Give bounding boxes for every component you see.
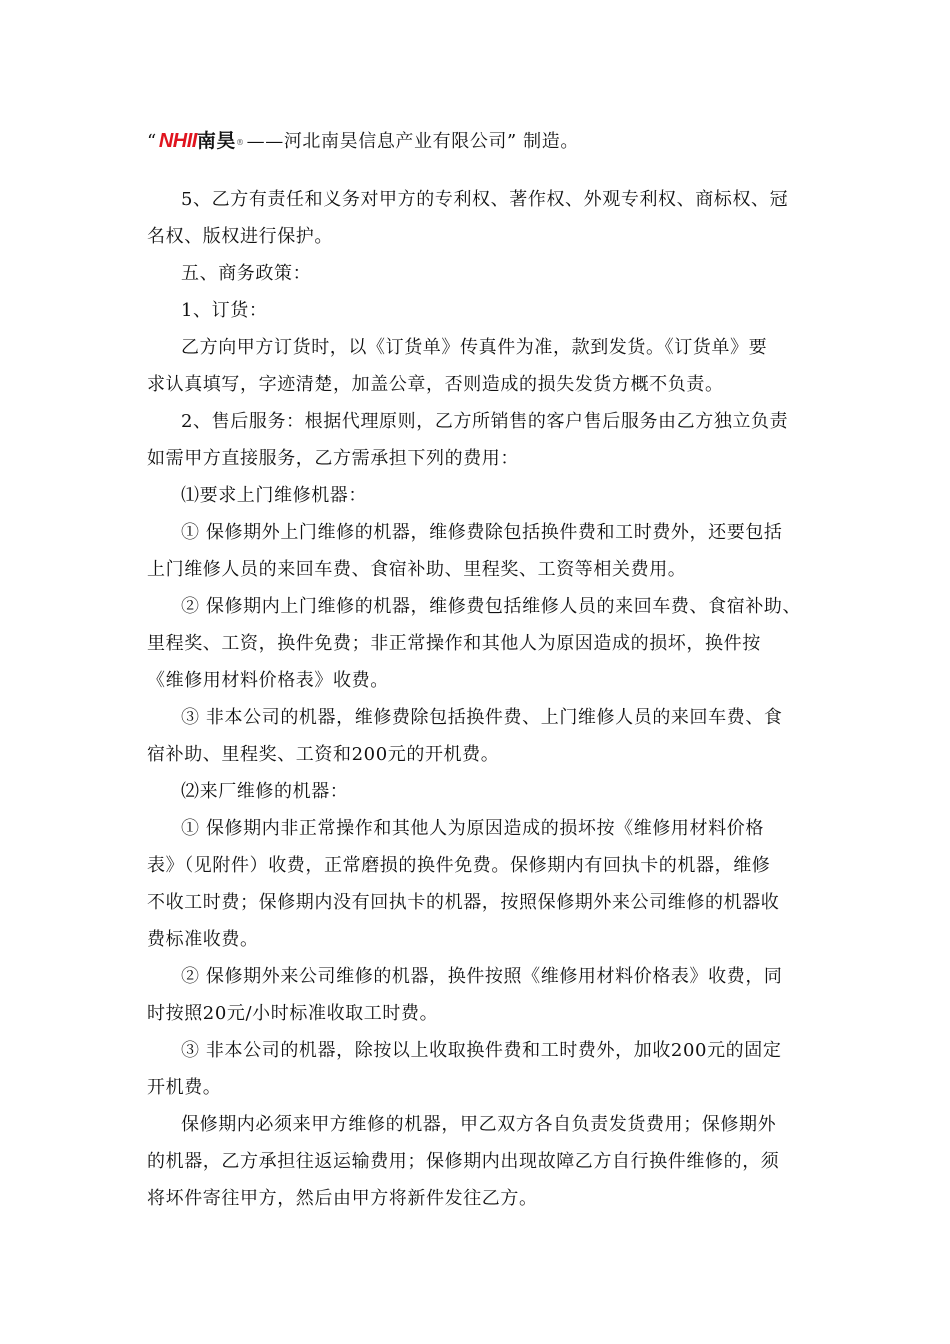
nanhao-logo — [159, 123, 245, 161]
paragraph-line: 名权、版权进行保护。 — [147, 226, 333, 247]
paragraph-line: 《维修用材料价格表》收费。 — [147, 670, 389, 691]
manufacturer-line — [147, 124, 807, 160]
paragraph-line: 表》（见附件）收费，正常磨损的换件免费。保修期内有回执卡的机器，维修 — [147, 855, 771, 876]
manufacturer-text: ——河北南昊信息产业有限公司” 制造。 — [246, 131, 579, 152]
paragraph-line: 保修期内必须来甲方维修的机器，甲乙双方各自负责发货费用；保修期外 — [181, 1114, 777, 1135]
paragraph-line: ② 保修期外来公司维修的机器，换件按照《维修用材料价格表》收费，同 — [181, 966, 783, 987]
paragraph-line: 开机费。 — [147, 1077, 222, 1098]
open-quote: “ — [147, 131, 157, 152]
paragraph-line: 乙方向甲方订货时，以《订货单》传真件为准，款到发货。《订货单》要 — [181, 337, 768, 358]
paragraph-line: 宿补助、里程奖、工资和200元的开机费。 — [147, 744, 500, 765]
paragraph-line: 费标准收费。 — [147, 929, 259, 950]
paragraph-line: ② 保修期内上门维修的机器，维修费包括维修人员的来回车费、食宿补助、 — [181, 596, 802, 617]
paragraph-line: ③ 非本公司的机器，维修费除包括换件费、上门维修人员的来回车费、食 — [181, 707, 783, 728]
paragraph-line: 将坏件寄往甲方，然后由甲方将新件发往乙方。 — [147, 1188, 538, 1209]
paragraph-line: ③ 非本公司的机器，除按以上收取换件费和工时费外，加收200元的固定 — [181, 1040, 782, 1061]
paragraph-line: 时按照20元/小时标准收取工时费。 — [147, 1003, 439, 1024]
paragraph-line: 求认真填写，字迹清楚，加盖公章，否则造成的损失发货方概不负责。 — [147, 374, 724, 395]
paragraph-line: 里程奖、工资，换件免费；非正常操作和其他人为原因造成的损坏，换件按 — [147, 633, 761, 654]
section-heading: 五、商务政策： — [181, 263, 312, 284]
logo-latin: NHII — [158, 130, 197, 152]
paragraph-line: 5、乙方有责任和义务对甲方的专利权、著作权、外观专利权、商标权、冠 — [181, 189, 789, 210]
subsection-heading: ⑴要求上门维修机器： — [181, 485, 367, 506]
registered-mark: ® — [236, 138, 245, 147]
subsection-heading: 1、订货： — [181, 300, 268, 321]
paragraph-line: 的机器，乙方承担往返运输费用；保修期内出现故障乙方自行换件维修的，须 — [147, 1151, 780, 1172]
paragraph-line: ① 保修期外上门维修的机器，维修费除包括换件费和工时费外，还要包括 — [181, 522, 783, 543]
logo-chinese: 南昊 — [196, 130, 237, 152]
paragraph-line: 不收工时费；保修期内没有回执卡的机器，按照保修期外来公司维修的机器收 — [147, 892, 780, 913]
subsection-heading: ⑵来厂维修的机器： — [181, 781, 349, 802]
paragraph-line: 上门维修人员的来回车费、食宿补助、里程奖、工资等相关费用。 — [147, 559, 687, 580]
paragraph-line: 如需甲方直接服务，乙方需承担下列的费用： — [147, 448, 519, 469]
paragraph-line: ① 保修期内非正常操作和其他人为原因造成的损坏按《维修用材料价格 — [181, 818, 764, 839]
paragraph-line: 2、售后服务：根据代理原则，乙方所销售的客户售后服务由乙方独立负责 — [181, 411, 789, 432]
